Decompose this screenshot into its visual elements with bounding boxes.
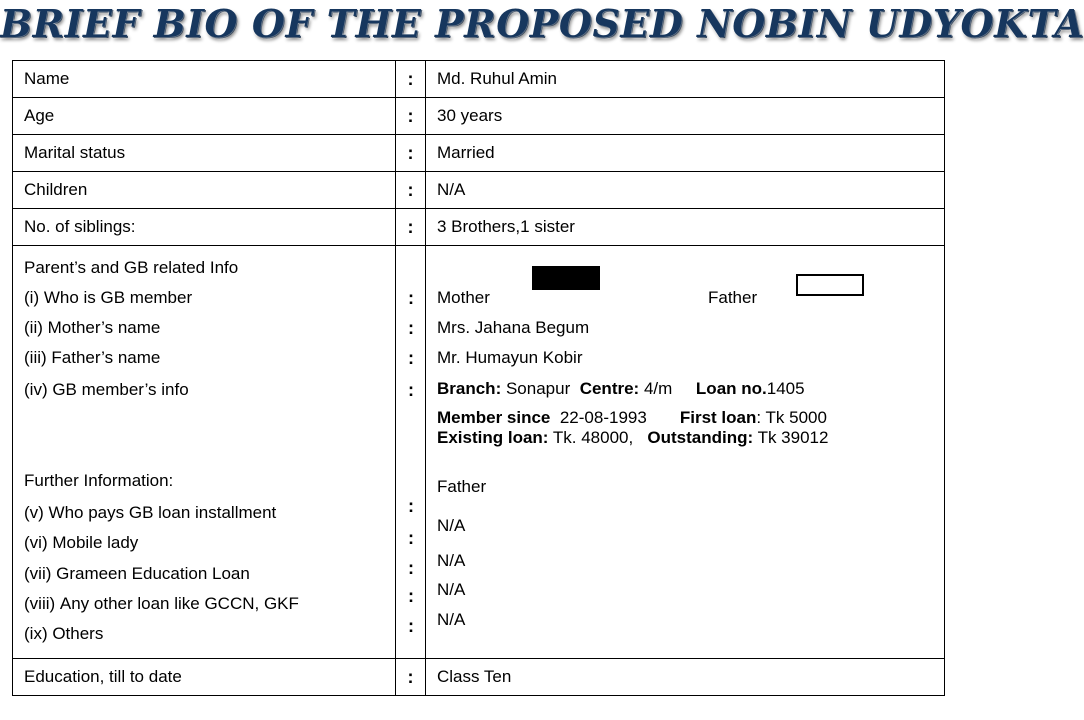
question-mobile-lady: (vi) Mobile lady — [24, 533, 139, 552]
member-since-value: 22-08-1993 — [559, 408, 647, 427]
row-label: Children — [13, 172, 396, 209]
table-row-parents-info — [13, 246, 945, 659]
row-label: Education, till to date — [13, 659, 396, 696]
centre-value: 4/m — [643, 379, 673, 398]
question-loan-payer: (v) Who pays GB loan installment — [24, 503, 277, 522]
table-row-age — [13, 98, 945, 135]
gb-member-checkbox-father — [796, 274, 864, 296]
bio-table — [12, 60, 945, 696]
existing-loan-label: Existing loan: — [437, 428, 549, 447]
member-since-label: Member since — [437, 408, 551, 427]
row-value: 30 years — [426, 98, 945, 135]
colon-separator: : — [408, 496, 414, 516]
question-mother-name: (ii) Mother’s name — [24, 318, 161, 337]
gb-member-checkbox-mother — [532, 266, 600, 290]
colon-separator: : — [396, 61, 426, 98]
row-value: Md. Ruhul Amin — [426, 61, 945, 98]
mobile-lady-answer: N/A — [437, 516, 466, 535]
question-gb-member-info: (iv) GB member’s info — [24, 380, 189, 399]
colon-separator: : — [396, 659, 426, 696]
mother-label: Mother — [437, 288, 490, 307]
question-father-name: (iii) Father’s name — [24, 348, 161, 367]
colon-separator: : — [408, 380, 414, 400]
row-value: Class Ten — [426, 659, 945, 696]
colon-separator: : — [396, 172, 426, 209]
colon-separator: : — [408, 528, 414, 548]
row-label: Age — [13, 98, 396, 135]
colon-separator: : — [396, 98, 426, 135]
colon-separator: : — [396, 135, 426, 172]
table-row-marital-status — [13, 135, 945, 172]
row-label: No. of siblings: — [13, 209, 396, 246]
branch-label: Branch: — [437, 379, 502, 398]
outstanding-value: Tk 39012 — [757, 428, 829, 447]
father-name: Mr. Humayun Kobir — [437, 348, 583, 367]
colon-separator: : — [408, 616, 414, 636]
education-loan-answer: N/A — [437, 551, 466, 570]
row-label: Marital status — [13, 135, 396, 172]
colon-separator: : — [408, 586, 414, 606]
centre-label: Centre: — [579, 379, 640, 398]
colon-separator: : — [408, 348, 414, 368]
mother-name: Mrs. Jahana Begum — [437, 318, 590, 337]
first-loan-label: First loan — [679, 408, 757, 427]
page-title: BRIEF BIO OF THE PROPOSED NOBIN UDYOKTA — [0, 1, 1084, 46]
table-row-name — [13, 61, 945, 98]
branch-value: Sonapur — [505, 379, 571, 398]
colon-separator: : — [396, 209, 426, 246]
further-heading: Further Information: — [24, 471, 174, 490]
member-since-line — [437, 408, 827, 428]
existing-loan-value: Tk. 48000, — [552, 428, 634, 447]
row-value: 3 Brothers,1 sister — [426, 209, 945, 246]
table-row-children — [13, 172, 945, 209]
existing-loan-line — [437, 428, 828, 448]
loan-number-label: Loan no. — [695, 379, 767, 398]
loan-number-value: 1405 — [766, 379, 805, 398]
branch-info-line — [437, 379, 805, 399]
colon-separator: : — [408, 558, 414, 578]
row-value: Married — [426, 135, 945, 172]
question-other-loan: (viii) Any other loan like GCCN, GKF — [24, 594, 299, 613]
colon-separator: : — [408, 318, 414, 338]
row-value: N/A — [426, 172, 945, 209]
parents-heading: Parent’s and GB related Info — [24, 258, 239, 277]
other-loan-answer: N/A — [437, 580, 466, 599]
question-others: (ix) Others — [24, 624, 104, 643]
parents-label-cell — [13, 246, 396, 659]
first-loan-value: : Tk 5000 — [756, 408, 827, 427]
colon-separator: : — [408, 288, 414, 308]
parents-colon-cell — [396, 246, 426, 659]
question-education-loan: (vii) Grameen Education Loan — [24, 564, 250, 583]
table-row-siblings — [13, 209, 945, 246]
others-answer: N/A — [437, 610, 466, 629]
table-row-education — [13, 659, 945, 696]
father-label: Father — [708, 288, 758, 307]
loan-payer-answer: Father — [437, 477, 487, 496]
row-label: Name — [13, 61, 396, 98]
parents-value-cell — [426, 246, 945, 659]
question-gb-member: (i) Who is GB member — [24, 288, 193, 307]
outstanding-label: Outstanding: — [647, 428, 754, 447]
